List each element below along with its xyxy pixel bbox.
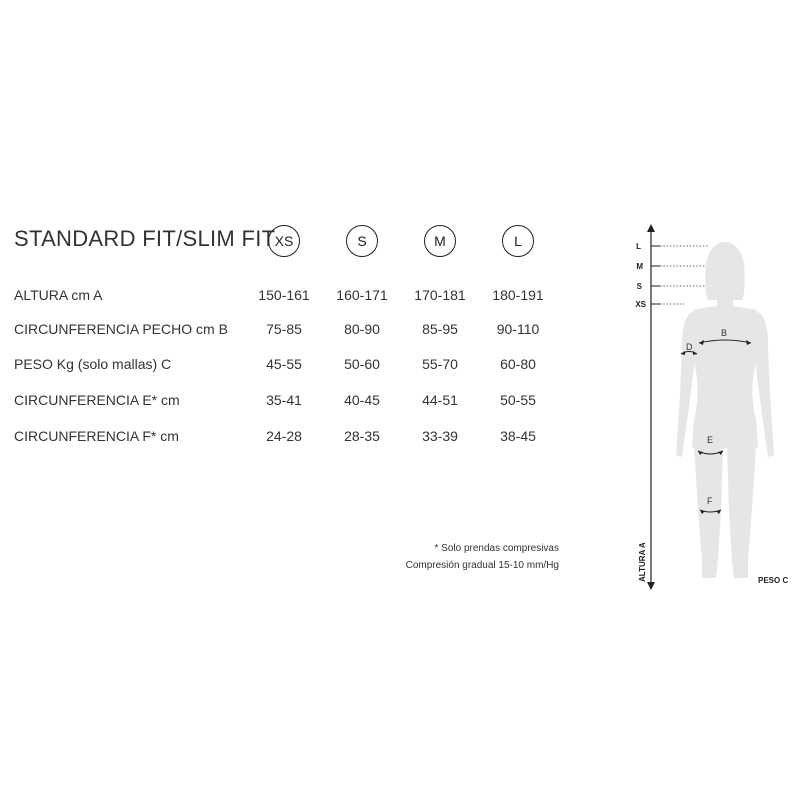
size-mark-s: S <box>636 282 642 291</box>
measure-label-f: F <box>707 496 713 506</box>
table-title: STANDARD FIT/SLIM FIT <box>14 226 276 251</box>
size-mark-xs: XS <box>635 300 646 309</box>
size-badge-s: S <box>346 225 378 257</box>
table-cell: 180-191 <box>492 287 544 303</box>
row-label-altura: ALTURA cm A <box>14 287 103 303</box>
size-badge-l: L <box>502 225 534 257</box>
row-label-circ-e: CIRCUNFERENCIA E* cm <box>14 392 180 408</box>
table-cell: 24-28 <box>266 428 302 444</box>
size-badge-m: M <box>424 225 456 257</box>
table-cell: 44-51 <box>422 392 458 408</box>
table-cell: 160-171 <box>336 287 388 303</box>
arrow-up-icon <box>647 224 655 232</box>
table-cell: 50-60 <box>344 356 380 372</box>
arrow-down-icon <box>647 582 655 590</box>
table-cell: 33-39 <box>422 428 458 444</box>
table-cell: 38-45 <box>500 428 536 444</box>
table-cell: 60-80 <box>500 356 536 372</box>
size-mark-m: M <box>636 262 643 271</box>
size-badge-xs: XS <box>268 225 300 257</box>
row-label-pecho: CIRCUNFERENCIA PECHO cm B <box>14 321 228 337</box>
table-cell: 55-70 <box>422 356 458 372</box>
table-cell: 35-41 <box>266 392 302 408</box>
footnote-compression: * Solo prendas compresivas <box>434 543 559 554</box>
table-cell: 170-181 <box>414 287 466 303</box>
table-cell: 85-95 <box>422 321 458 337</box>
axis-label-altura: ALTURA A <box>638 542 647 582</box>
table-cell: 28-35 <box>344 428 380 444</box>
measure-label-b: B <box>721 328 728 338</box>
table-cell: 75-85 <box>266 321 302 337</box>
size-mark-l: L <box>636 242 641 251</box>
table-cell: 90-110 <box>496 321 540 337</box>
table-cell: 40-45 <box>344 392 380 408</box>
measure-label-e: E <box>707 435 714 445</box>
table-cell: 80-90 <box>344 321 380 337</box>
weight-label: PESO C <box>758 576 789 585</box>
table-cell: 150-161 <box>258 287 310 303</box>
row-label-circ-f: CIRCUNFERENCIA F* cm <box>14 428 179 444</box>
footnote-gradual: Compresión gradual 15-10 mm/Hg <box>405 560 559 571</box>
measure-label-d: D <box>686 342 693 352</box>
body-silhouette <box>676 242 774 578</box>
table-cell: 50-55 <box>500 392 536 408</box>
table-cell: 45-55 <box>266 356 302 372</box>
row-label-peso: PESO Kg (solo mallas) C <box>14 356 172 372</box>
